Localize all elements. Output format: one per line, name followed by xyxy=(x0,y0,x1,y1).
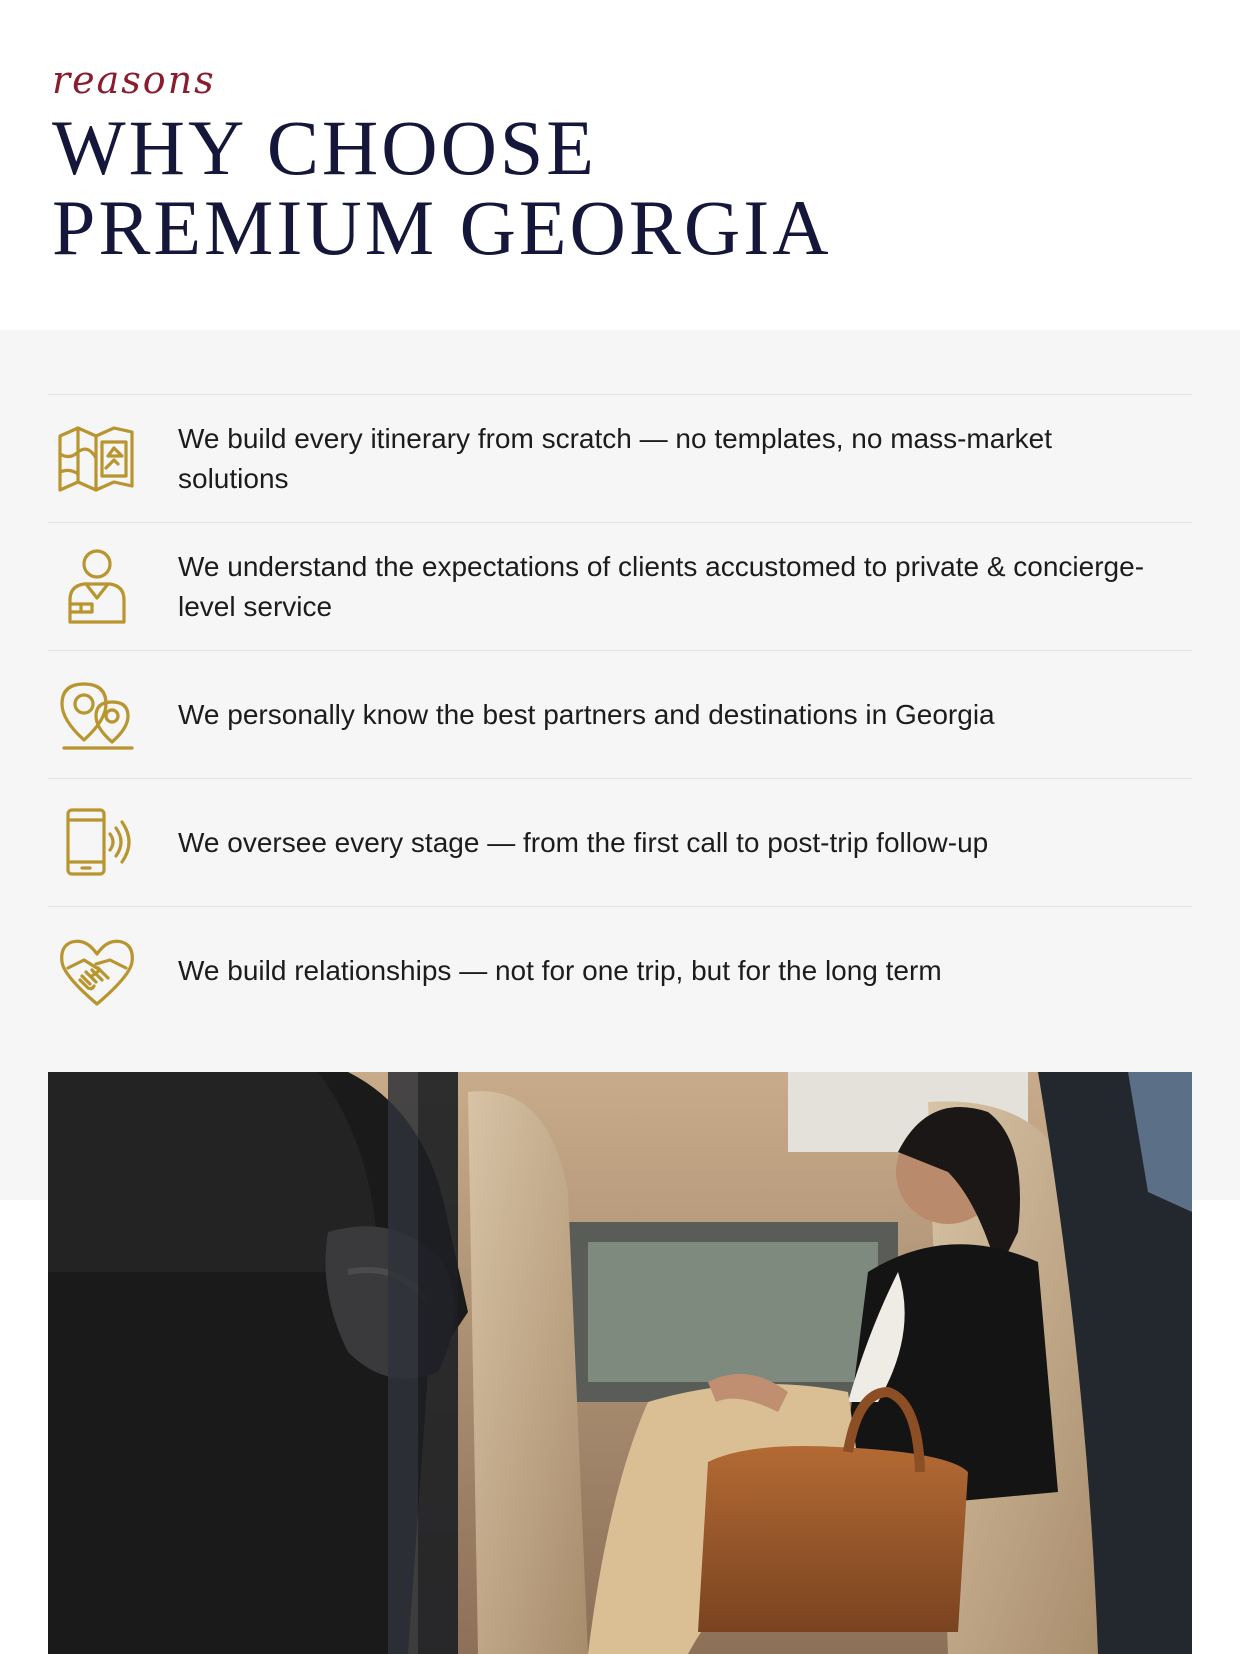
heart-handshake-icon xyxy=(56,930,138,1012)
page-title xyxy=(52,104,832,271)
title-line-1: WHY CHOOSE xyxy=(52,104,597,191)
reason-text: We build every itinerary from scratch — no templates, no mass-market solutions xyxy=(178,422,1053,494)
list-item xyxy=(48,907,1192,1035)
reason-text: We oversee every stage — from the first call to post-trip follow-up xyxy=(178,826,989,858)
phone-calling-icon xyxy=(56,802,138,884)
location-pins-icon xyxy=(56,674,138,756)
section-eyebrow: reasons xyxy=(52,58,216,102)
map-icon xyxy=(56,418,138,500)
list-item xyxy=(48,395,1192,523)
concierge-person-icon xyxy=(56,546,138,628)
list-item xyxy=(48,779,1192,907)
list-item xyxy=(48,651,1192,779)
list-item xyxy=(48,523,1192,651)
reasons-list xyxy=(48,394,1192,1035)
reason-text: We understand the expectations of clients accustomed to private & concierge-level service xyxy=(178,550,1145,622)
title-line-2: PREMIUM GEORGIA xyxy=(52,184,832,271)
reason-text: We build relationships — not for one trip, but for the long term xyxy=(178,955,942,986)
chauffeur-photo xyxy=(48,1072,1192,1654)
header xyxy=(0,0,1240,330)
reason-text: We personally know the best partners and destinations in Georgia xyxy=(178,698,995,730)
